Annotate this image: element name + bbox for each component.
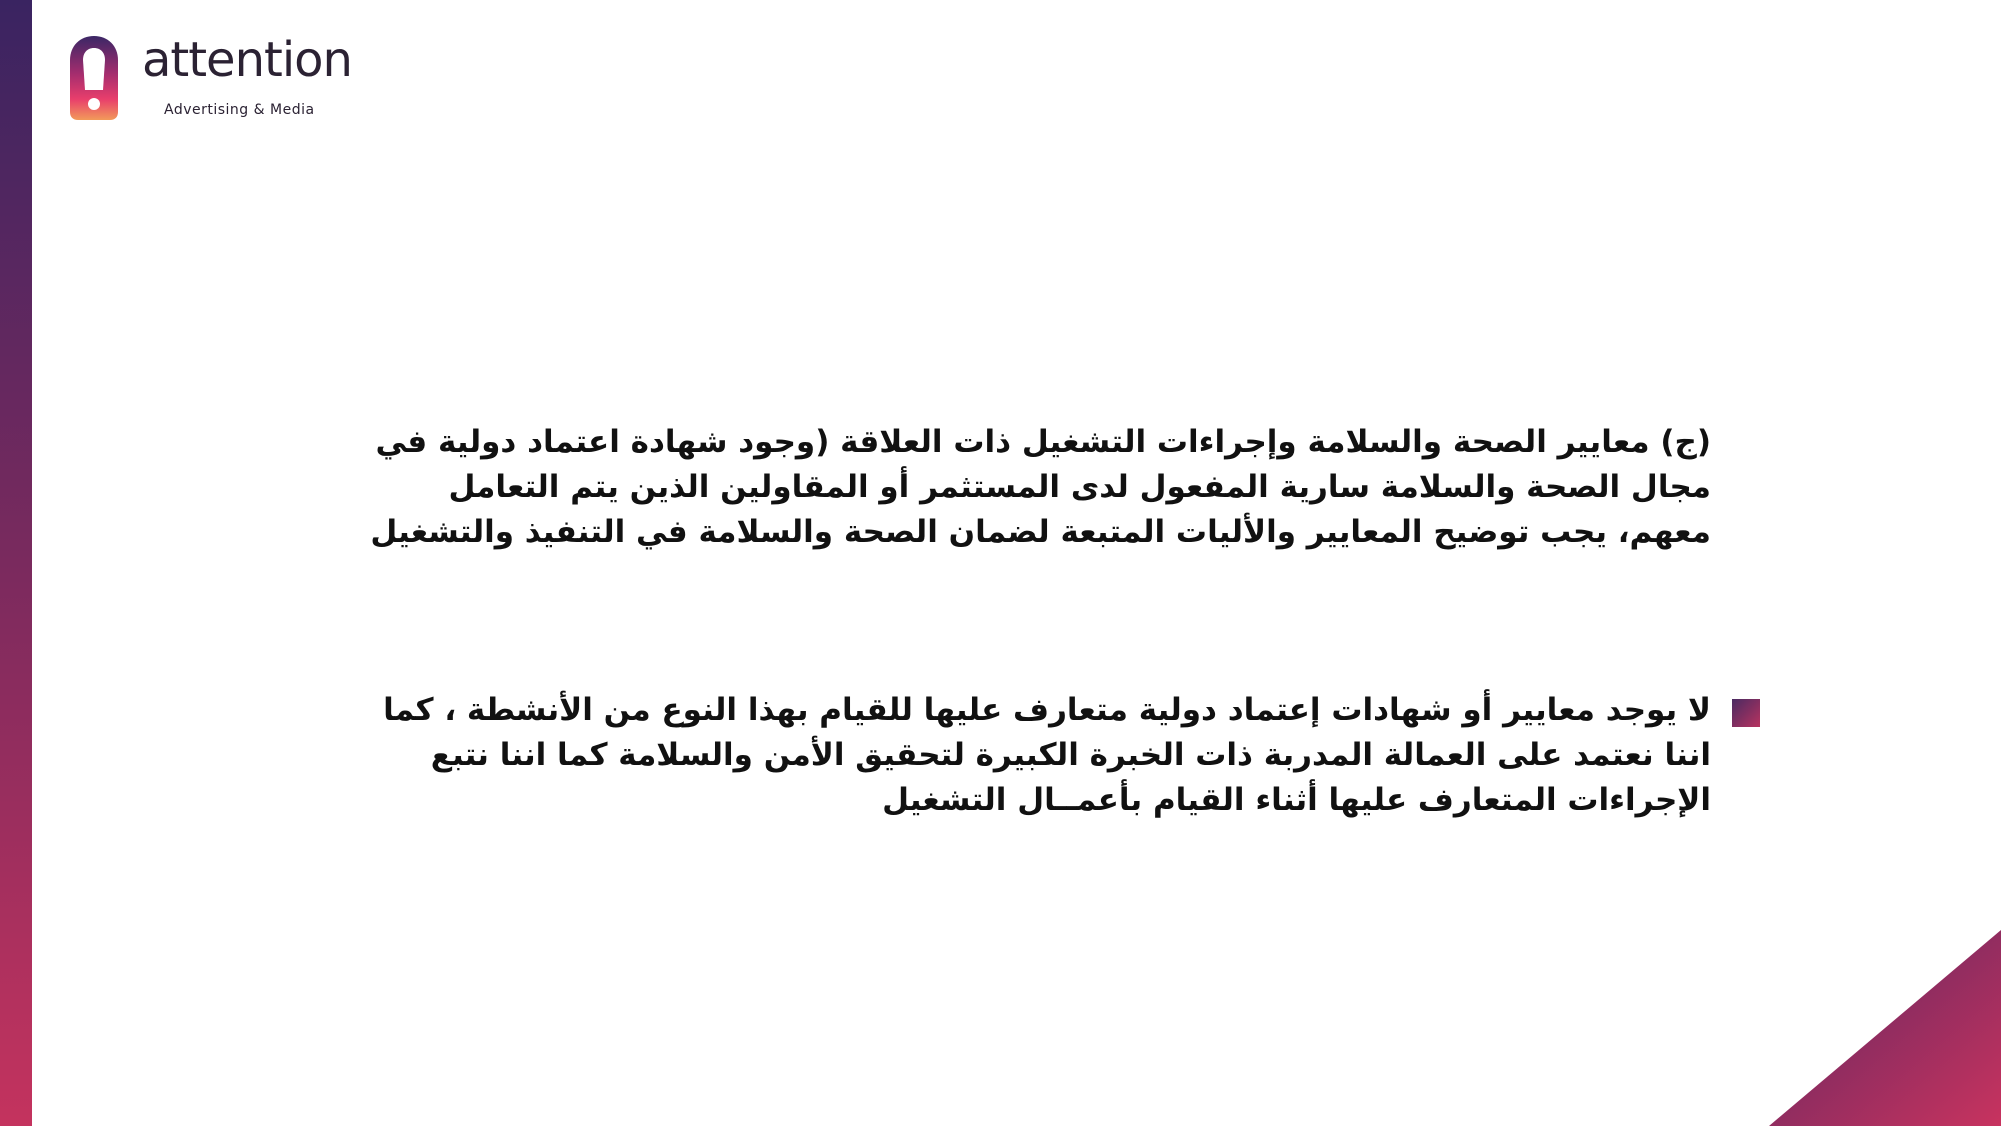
paragraph-line: اننا نعتمد على العمالة المدربة ذات الخبرة الكبيرة لتحقيق الأمن والسلامة كما اننا نتبع [430, 737, 1711, 773]
paragraph-line: مجال الصحة والسلامة سارية المفعول لدى المستثمر أو المقاولين الذين يتم التعامل [448, 469, 1711, 505]
bullet-square-icon [1732, 699, 1760, 727]
attention-logo [68, 32, 352, 124]
logo-mark-icon [68, 34, 120, 122]
paragraph-line: معهم، يجب توضيح المعايير والأليات المتبعة لضمان الصحة والسلامة في التنفيذ والتشغيل [370, 514, 1711, 550]
paragraph-line: الإجراءات المتعارف عليها أثناء القيام بأعمــال التشغيل [882, 782, 1711, 818]
answer-paragraph [291, 688, 1711, 823]
logo-wordmark: attention [142, 32, 352, 88]
health-safety-paragraph [291, 420, 1711, 555]
paragraph-line: (ج) معايير الصحة والسلامة وإجراءات التشغيل ذات العلاقة (وجود شهادة اعتماد دولية في [375, 424, 1711, 460]
left-accent-bar [0, 0, 32, 1126]
paragraph-line: لا يوجد معايير أو شهادات إعتماد دولية متعارف عليها للقيام بهذا النوع من الأنشطة ، كما [383, 692, 1711, 728]
logo-tagline: Advertising & Media [164, 102, 315, 118]
corner-triangle-decoration [1769, 930, 2001, 1126]
